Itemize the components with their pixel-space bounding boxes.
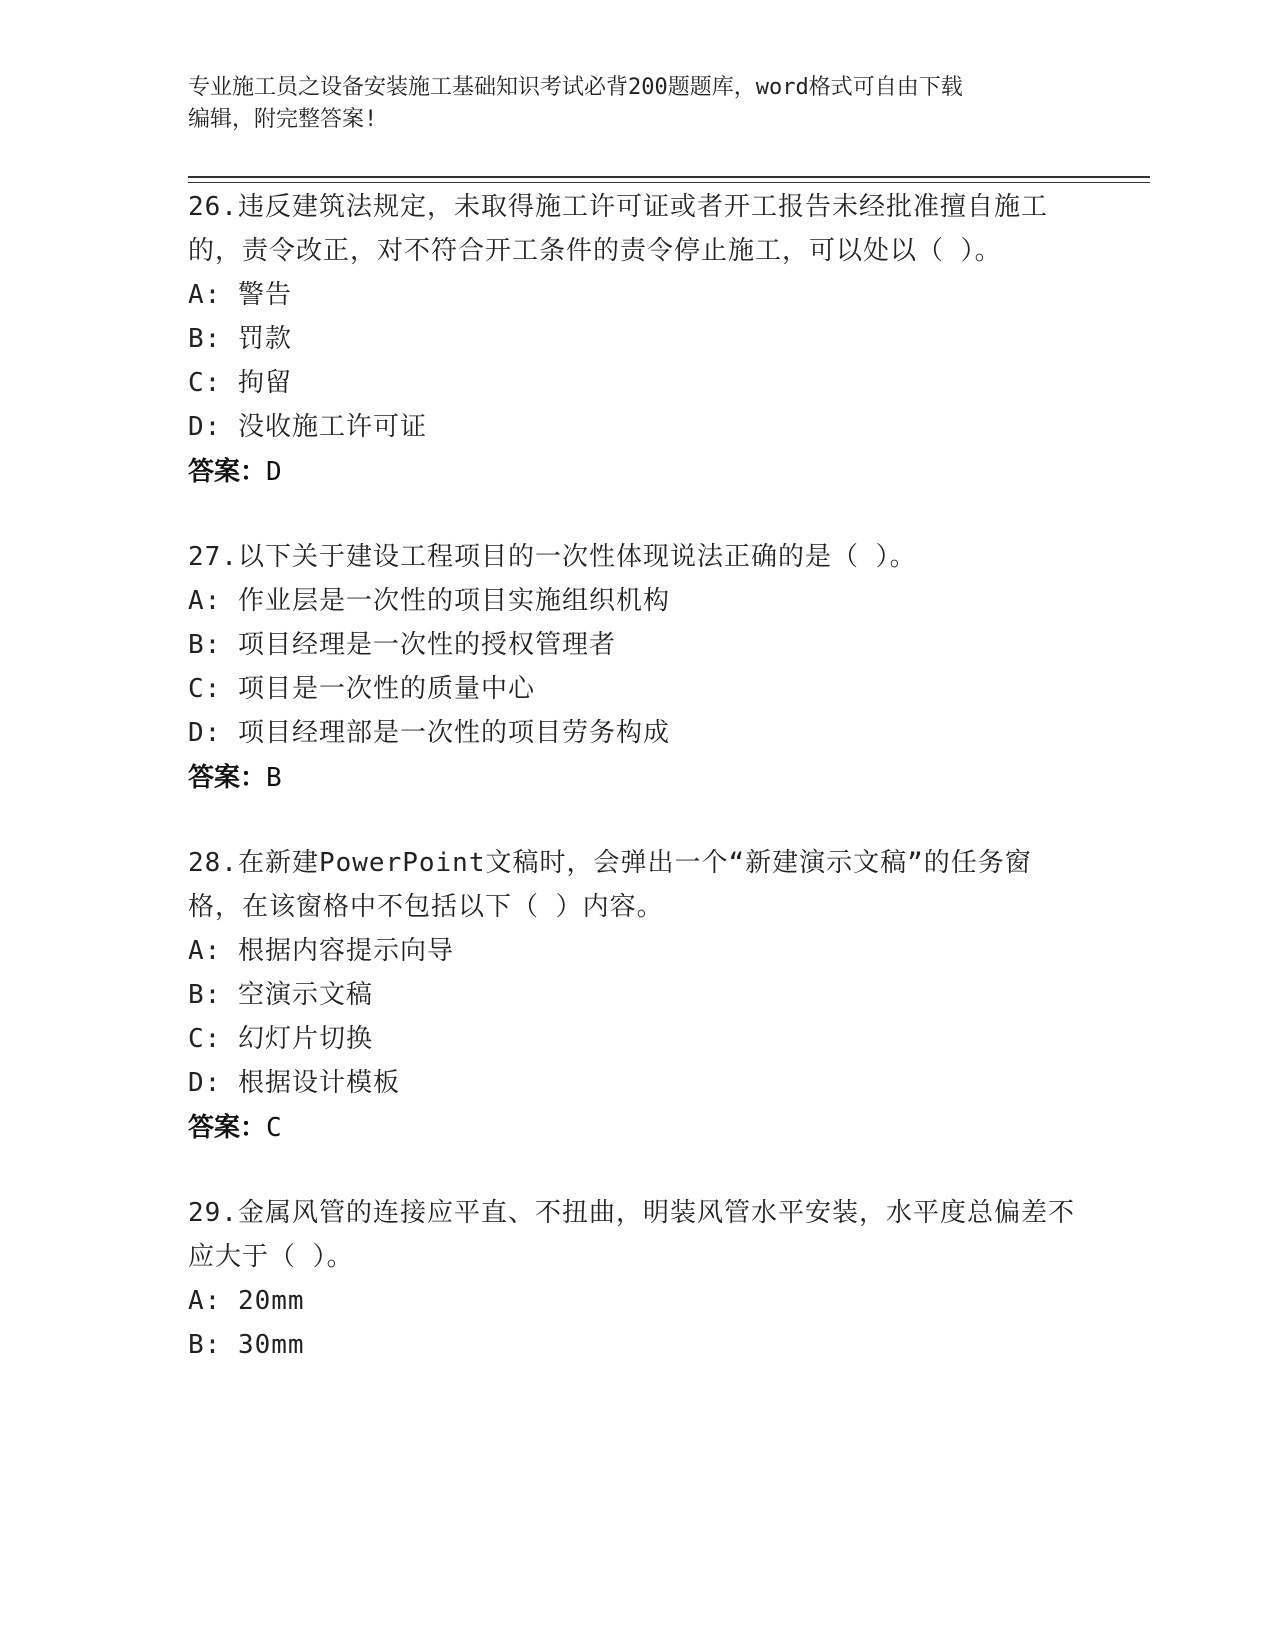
option-b: B: 30mm [188, 1330, 305, 1360]
answer-value: D [266, 457, 282, 487]
option-a: A: 20mm [188, 1286, 305, 1316]
answer-value: C [266, 1113, 282, 1143]
answer-label: 答案： [188, 763, 267, 793]
option-d: D: 根据设计模板 [188, 1068, 400, 1098]
header-line-2: 编辑，附完整答案! [188, 107, 378, 132]
option-d: D: 项目经理部是一次性的项目劳务构成 [188, 718, 670, 748]
document-header [188, 72, 1068, 136]
answer-label: 答案： [188, 1113, 267, 1143]
question-stem: 28.在新建PowerPoint文稿时，会弹出一个“新建演示文稿”的任务窗格，在该窗格中不包括以下（ ）内容。 [188, 848, 1032, 922]
question-28 [188, 841, 1078, 1151]
question-27 [188, 535, 1078, 801]
question-26 [188, 185, 1078, 495]
option-c: C: 幻灯片切换 [188, 1024, 373, 1054]
option-a: A: 警告 [188, 280, 292, 310]
option-b: B: 项目经理是一次性的授权管理者 [188, 630, 616, 660]
answer-line [188, 755, 1078, 801]
question-stem: 27.以下关于建设工程项目的一次性体现说法正确的是（ ）。 [188, 542, 917, 572]
header-divider-thick [188, 176, 1150, 178]
header-divider-thin [188, 182, 1150, 183]
option-c: C: 项目是一次性的质量中心 [188, 674, 535, 704]
answer-line [188, 1105, 1078, 1151]
option-b: B: 空演示文稿 [188, 980, 373, 1010]
option-b: B: 罚款 [188, 324, 292, 354]
answer-value: B [266, 763, 282, 793]
answer-label: 答案： [188, 457, 267, 487]
question-29 [188, 1191, 1078, 1367]
question-list [188, 185, 1078, 1407]
question-stem: 29.金属风管的连接应平直、不扭曲，明装风管水平安装，水平度总偏差不应大于（ ）。 [188, 1198, 1075, 1272]
question-stem: 26.违反建筑法规定，未取得施工许可证或者开工报告未经批准擅自施工的，责令改正，对不符合开工条件的责令停止施工，可以处以（ ）。 [188, 192, 1048, 266]
option-a: A: 根据内容提示向导 [188, 936, 454, 966]
option-a: A: 作业层是一次性的项目实施组织机构 [188, 586, 670, 616]
header-line-1: 专业施工员之设备安装施工基础知识考试必背200题题库，word格式可自由下载 [188, 75, 963, 100]
option-d: D: 没收施工许可证 [188, 412, 427, 442]
option-c: C: 拘留 [188, 368, 292, 398]
answer-line [188, 449, 1078, 495]
